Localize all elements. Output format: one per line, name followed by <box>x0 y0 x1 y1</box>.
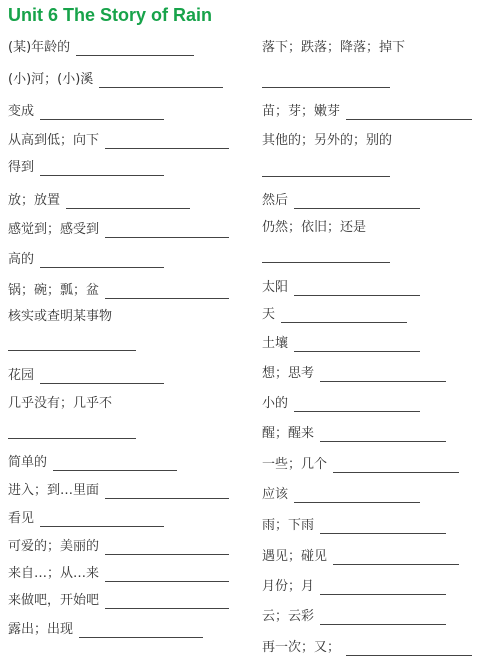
answer-blank[interactable] <box>8 438 136 439</box>
vocab-label: 月份；月 <box>262 579 315 594</box>
vocab-item <box>8 193 190 209</box>
vocab-item <box>8 104 164 120</box>
vocab-label: 得到 <box>8 160 35 175</box>
worksheet-title: Unit 6 The Story of Rain <box>8 5 213 25</box>
vocab-label: 其他的；另外的；别的 <box>262 133 393 148</box>
vocab-label: 太阳 <box>262 280 289 295</box>
vocab-label: 感觉到；感受到 <box>8 222 100 237</box>
vocab-label: 一些；几个 <box>262 457 328 472</box>
answer-blank[interactable] <box>346 641 472 656</box>
answer-blank[interactable] <box>320 367 446 382</box>
answer-blank[interactable] <box>333 550 459 565</box>
vocab-item <box>8 252 164 268</box>
vocab-item <box>8 283 229 299</box>
vocab-label: 雨；下雨 <box>262 518 315 533</box>
vocab-label: 核实或查明某事物 <box>8 309 113 324</box>
answer-blank[interactable] <box>294 281 420 296</box>
vocab-item <box>262 579 446 595</box>
vocab-label: 来做吧，开始吧 <box>8 593 100 608</box>
answer-blank[interactable] <box>40 369 164 384</box>
vocab-item <box>262 609 446 625</box>
vocab-item <box>262 487 420 503</box>
vocab-item <box>262 457 459 473</box>
vocab-item <box>262 518 446 534</box>
answer-blank[interactable] <box>40 161 164 176</box>
vocab-item <box>8 396 118 412</box>
vocab-label: 露出；出现 <box>8 622 74 637</box>
answer-blank[interactable] <box>105 284 229 299</box>
vocab-item <box>262 426 446 442</box>
vocab-item <box>262 40 411 56</box>
vocab-label: 花园 <box>8 368 35 383</box>
vocab-label: 锅；碗；瓢；盆 <box>8 283 100 298</box>
vocab-item <box>262 549 459 565</box>
answer-blank[interactable] <box>320 427 446 442</box>
answer-blank[interactable] <box>262 87 390 88</box>
answer-blank[interactable] <box>262 176 390 177</box>
answer-blank[interactable] <box>281 308 407 323</box>
answer-blank[interactable] <box>105 134 229 149</box>
answer-blank[interactable] <box>333 458 459 473</box>
vocab-item <box>8 72 223 88</box>
answer-blank[interactable] <box>294 397 420 412</box>
vocab-label: 仍然；依旧；还是 <box>262 220 367 235</box>
vocab-item <box>262 280 420 296</box>
vocab-label: 看见 <box>8 511 35 526</box>
vocab-item <box>262 220 372 236</box>
vocab-item <box>8 622 203 638</box>
answer-blank[interactable] <box>79 623 203 638</box>
vocab-item <box>8 455 177 471</box>
vocab-item <box>262 396 420 412</box>
vocab-item <box>262 193 420 209</box>
answer-blank[interactable] <box>346 105 472 120</box>
vocab-label: 从高到低；向下 <box>8 133 100 148</box>
vocab-item <box>262 336 420 352</box>
answer-blank[interactable] <box>320 580 446 595</box>
vocab-label: 简单的 <box>8 455 48 470</box>
vocab-label: 再一次；又； <box>262 640 341 655</box>
vocab-label: 遇见；碰见 <box>262 549 328 564</box>
vocab-label: 几乎没有；几乎不 <box>8 396 113 411</box>
vocab-label: 落下；跌落；降落；掉下 <box>262 40 406 55</box>
vocab-label: (小)河；(小)溪 <box>8 72 94 87</box>
vocab-item <box>8 222 229 238</box>
vocab-label: 来自…；从…来 <box>8 566 100 581</box>
answer-blank[interactable] <box>294 337 420 352</box>
answer-blank[interactable] <box>320 610 446 625</box>
vocab-label: 想；思考 <box>262 366 315 381</box>
vocab-item <box>8 309 118 325</box>
vocab-item <box>8 40 194 56</box>
answer-blank[interactable] <box>262 262 390 263</box>
answer-blank[interactable] <box>320 519 446 534</box>
answer-blank[interactable] <box>53 456 177 471</box>
vocab-label: 土壤 <box>262 336 289 351</box>
answer-blank[interactable] <box>40 512 164 527</box>
vocab-label: 可爱的；美丽的 <box>8 539 100 554</box>
vocab-item <box>262 133 398 149</box>
answer-blank[interactable] <box>76 41 194 56</box>
vocab-label: 天 <box>262 307 276 322</box>
answer-blank[interactable] <box>105 540 229 555</box>
vocab-item <box>262 307 407 323</box>
vocab-label: 放；放置 <box>8 193 61 208</box>
answer-blank[interactable] <box>105 567 229 582</box>
vocab-item <box>262 104 472 120</box>
vocab-label: 应该 <box>262 487 289 502</box>
vocab-label: 变成 <box>8 104 35 119</box>
vocab-item <box>8 368 164 384</box>
answer-blank[interactable] <box>40 105 164 120</box>
answer-blank[interactable] <box>294 194 420 209</box>
vocab-label: 高的 <box>8 252 35 267</box>
vocab-item <box>8 539 229 555</box>
answer-blank[interactable] <box>66 194 190 209</box>
vocab-item <box>8 160 164 176</box>
answer-blank[interactable] <box>105 223 229 238</box>
vocab-label: (某)年龄的 <box>8 40 71 55</box>
vocab-item <box>262 640 472 656</box>
answer-blank[interactable] <box>99 73 223 88</box>
vocab-item <box>8 511 164 527</box>
vocab-item <box>8 133 229 149</box>
answer-blank[interactable] <box>294 488 420 503</box>
vocab-item <box>8 566 229 582</box>
vocab-label: 云；云彩 <box>262 609 315 624</box>
vocab-label: 然后 <box>262 193 289 208</box>
vocab-item <box>8 593 229 609</box>
answer-blank[interactable] <box>40 253 164 268</box>
answer-blank[interactable] <box>105 594 229 609</box>
vocab-label: 醒；醒来 <box>262 426 315 441</box>
vocab-item <box>8 483 229 499</box>
vocab-label: 苗；芽；嫩芽 <box>262 104 341 119</box>
answer-blank[interactable] <box>105 484 229 499</box>
vocab-label: 小的 <box>262 396 289 411</box>
vocab-label: 进入；到…里面 <box>8 483 100 498</box>
vocab-item <box>262 366 446 382</box>
answer-blank[interactable] <box>8 350 136 351</box>
